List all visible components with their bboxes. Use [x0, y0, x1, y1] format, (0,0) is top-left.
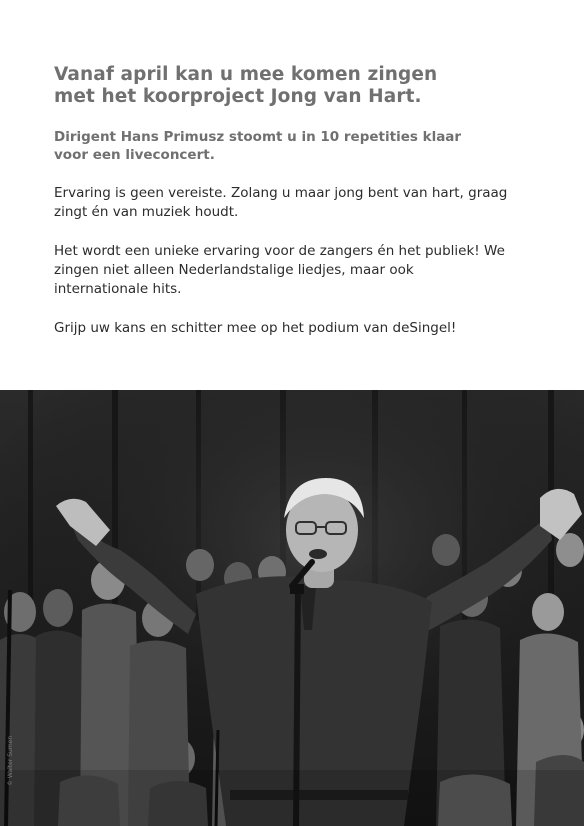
subheading-line-1: Dirigent Hans Primusz stoomt u in 10 repetities klaar — [54, 129, 462, 145]
paragraph-call-to-action — [54, 319, 554, 338]
paragraph-line: Ervaring is geen vereiste. Zolang u maar jong bent van hart, graag — [54, 185, 508, 201]
paragraph-line: Grijp uw kans en schitter mee op het podium van deSingel! — [54, 320, 457, 336]
heading-line-1: Vanaf april kan u mee komen zingen — [54, 64, 438, 85]
paragraph-line: internationale hits. — [54, 281, 182, 297]
paragraph-line: zingen niet alleen Nederlandstalige liedjes, maar ook — [54, 262, 414, 278]
paragraph-unique-experience — [54, 242, 554, 299]
intro-text-block — [54, 64, 554, 338]
photo-illustration — [0, 390, 584, 826]
paragraph-line: zingt én van muziek houdt. — [54, 204, 239, 220]
choir-conductor-photo — [0, 390, 584, 826]
heading-line-2: met het koorproject Jong van Hart. — [54, 86, 422, 107]
subheading-line-2: voor een liveconcert. — [54, 147, 215, 163]
paragraph-line: Het wordt een unieke ervaring voor de zangers én het publiek! We — [54, 243, 505, 259]
photo-credit: © Walter Sumen — [7, 735, 14, 786]
intro-subheading — [54, 128, 554, 164]
intro-heading — [54, 64, 554, 108]
paragraph-experience — [54, 184, 554, 222]
